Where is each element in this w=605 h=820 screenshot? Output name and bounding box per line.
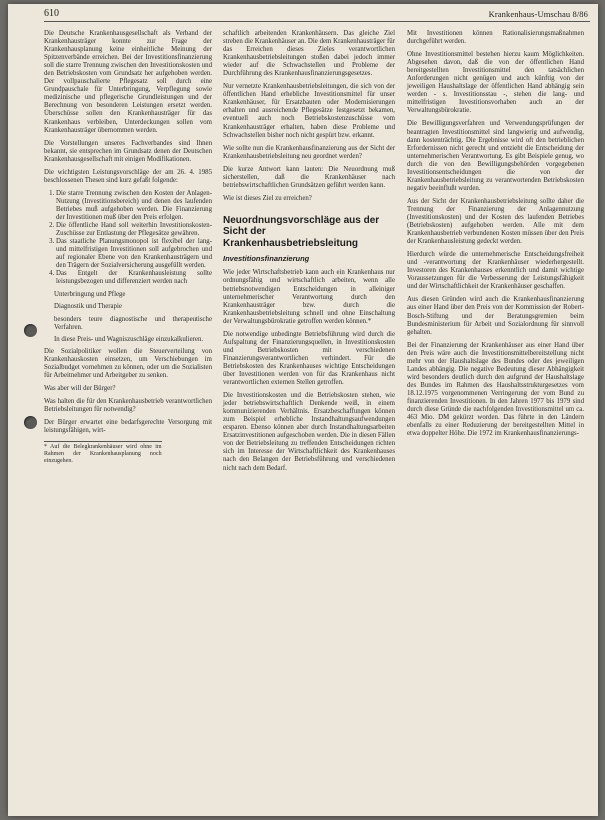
paragraph: Die wichtigsten Leistungsvorschläge der am 26. 4. 1985 beschlossenen Thesen sind kurz gefaßt folgende: — [44, 168, 212, 184]
paragraph: Die Sozialpolitiker wollen die Steuerverteilung von Krankenhauskosten einsetzen, um Verschiebungen im Sozialbudget vornehmen zu können, oder um die Sozialisten für Arbeitnehmer und Arbeitgeber zu senken. — [44, 347, 212, 379]
list-item: 2. Die öffentliche Hand soll weiterhin Investitionskosten-Zuschüsse zur Entlastung der Pflegesätze gewähren. — [56, 222, 212, 238]
paragraph: Nur vernetzte Krankenhausbetriebsleitungen, die sich von der öffentlichen Hand erhebliche Investitionsmittel für unser Krankenhäuser, für Ersatzbauten oder Modernisierungen erhalten und ausreichende Pflegesätze festgesetzt bekamen, eventuell auch noch Betriebskostenzuschüsse vom Krankenhausträger erhalten, haben diese Probleme und Schwachstellen bisher noch nicht gespürt bzw. erkannt. — [223, 83, 395, 139]
subsection-heading: Investitionsfinanzierung — [223, 254, 310, 264]
sub-item: In diese Preis- und Wagniszuschläge einzukalkulieren. — [54, 335, 204, 343]
column-3 — [407, 30, 584, 443]
paragraph: Hierdurch würde die unternehmerische Entscheidungsfreiheit und -verantwortung der Krankenhäuser wiederhergestellt. Investoren des Krankenhauses erkenntlich und damit wichtige Voraussetzungen für die Verbesserung der Leistungsfähigkeit und der Wirtschaftlichkeit der Krankenhäuser geschaffen. — [407, 251, 584, 291]
paragraph: Was halten die für den Krankenhausbetrieb verantwortlichen Betriebsleitungen für notwendig? — [44, 397, 212, 413]
list-item: 3. Das staatliche Planungsmonopol ist flexibel der lang- und mittelfristigen Investitionen soll aufgebrochen und auf regionaler Ebene von den Krankenhausträgern und den Trägern der Sozialversicherung ausgefüllt werden. — [56, 238, 212, 270]
sub-item: Unterbringung und Pflege — [54, 291, 126, 299]
paragraph: Wie jeder Wirtschaftsbetrieb kann auch ein Krankenhaus nur ordnungsfähig und wirtschaftlich arbeiten, wenn alle betriebsnotwendigen Entscheidungen in alleiniger unternehmerischer Verantwortung durch den Krankenhausträger bzw. durch die Krankenhausbetriebsleitung schnell und ohne Einschaltung der Verwaltungsbürokratie getroffen werden können.* — [223, 269, 395, 325]
footnote — [44, 441, 162, 465]
paragraph: Die Vorstellungen unseres Fachverbandes sind Ihnen bekannt, sie entsprechen im Grundsatz denen der Deutschen Krankenhausgesellschaft mit einigen Modifikationen. — [44, 139, 212, 163]
header-rule — [44, 21, 590, 22]
paragraph: Die kurze Antwort kann lauten: Die Neuordnung muß sicherstellen, daß die Krankenhäuser nach betriebswirtschaftlichen Grundsätzen geführt werden kann. — [223, 165, 395, 189]
paragraph: schaftlich arbeitenden Krankenhäusern. Das gleiche Ziel streben die Krankenhäuser an. Die dem Krankenhausträger für das Erreichen dieses Zieles verantwortlichen Krankenhausbetriebsleitungen stoßen dabei jedoch immer wieder auf die Schwachstellen und Probleme der Durchführung des Krankenhausfinanzierungsgesetzes. — [223, 30, 395, 78]
column-1 — [44, 30, 212, 465]
paragraph: Aus der Sicht der Krankenhausbetriebsleitung sollte daher die Trennung der Finanzierung der Anlagennutzung (Investitionskosten) und der Kosten des laufenden Betriebes (Betriebskosten) aufgehoben werden. Alle mit dem Krankenhausbetrieb verbundenen Kosten müssen über den Preis der Krankenhausleistung gedeckt werden. — [407, 197, 584, 246]
paragraph: Wie ist dieses Ziel zu erreichen? — [223, 194, 312, 202]
paragraph: Die notwendige unbedingte Betriebsführung wird durch die Aufspaltung der Finanzierungsquellen, in Investitionskosten und Betriebskosten mit verschiedenen Finanzierungsverantwortlichen verhindert. Für die Betriebskosten des Krankenhauses wichtige Entscheidungen über Investitionen werden von für das Krankenhaus nicht verantwortlichen externen Stellen getroffen. — [223, 330, 395, 387]
list-item: 1. Die starre Trennung zwischen den Kosten der Anlagen-Nutzung (Investitionsbereich) und denen des laufenden Betriebes muß aufgehoben werden. Die Finanzierung der Investitionen muß über den Preis erfolgen. — [56, 190, 212, 222]
paragraph: Die Bewilligungsverfahren und Verwendungsprüfungen der beantragten Investitionsmittel sind langwierig und aufwendig, dann kostenträchtig. Die Ergebnisse wird oft den betrieblichen Erfordernissen nicht gerecht und entzieht die Entscheidung der unternehmerischen Verantwortung. Es gibt Beispiele genug, wo durch die von den Bewilligungsbehörden vorgegebenen Investitionsentscheidungen die von der Krankenhausbetriebsleitung zu verantwortenden Betriebskosten negativ beeinflußt wurden. — [407, 120, 584, 192]
list-item: 4. Das Entgelt der Krankenhausleistung sollte leistungsbezogen und differenziert werden nach — [56, 270, 212, 286]
document-page — [8, 4, 598, 816]
sub-item: Diagnostik und Therapie — [54, 303, 122, 311]
paragraph: Ohne Investitionsmittel bestehen hierzu kaum Möglichkeiten. Abgesehen davon, daß die von der öffentlichen Hand bereitgestellten Investitionsmittel den tatsächlichen Anforderungen nicht genügen und auch künftig von der jeweiligen Haushaltslage der öffentlichen Hand abhängig sein werden - s. Investitionsstau -, stehen die lang- und mittelfristigen Investitionsvorhaben auch an der Verwaltungsbürokratie. — [407, 51, 584, 115]
section-heading: Neuordnungsvorschläge aus der Sicht der Krankenhausbetriebsleitung — [223, 214, 380, 249]
sub-item: besonders teure diagnostische und therapeutische Verfahren. — [54, 315, 212, 331]
footnote-text: * Auf die Belegkrankenhäuser wird ohne im Rahmen der Krankenhausplanung noch einzugehen. — [44, 444, 162, 465]
paragraph: Mit Investitionen können Rationalisierungsmaßnahmen durchgeführt werden. — [407, 30, 584, 46]
running-title: Krankenhaus-Umschau 8/86 — [488, 9, 588, 19]
paragraph: Die Deutsche Krankenhausgesellschaft als Verband der Krankenhausträger konnte zur Frage der Krankenhausplanung keine einheitliche Meinung der Spitzenverbände erreichen. Bei der Investitionsfinanzierung soll die starre Trennung zwischen den Investitionskosten und den Betriebskosten vom Grundsatz her aufgehoben werden. Der vollpauschalierte Pflegesatz soll durch eine Grundpauschale für Unterbringung, Verpflegung sowie medizinische und pflegerische Grundleistungen und der Berechnung von besonderen Leistungen ersetzt werden. Überschüsse sollen den Krankenhausträger für das Krankenhaus verbleiben, Unterdeckungen sollen vom Krankenhausträger übernommen werden. — [44, 30, 212, 134]
column-2 — [223, 30, 395, 478]
punch-hole — [24, 416, 37, 429]
paragraph: Was aber will der Bürger? — [44, 384, 116, 392]
paragraph: Die Investitionskosten und die Betriebskosten stehen, wie jeder betriebswirtschaftlich Denkende weiß, in einem kommunizierenden Verhältnis. Ersatzbeschaffungen können zum Beispiel erhebliche Instandhaltungsaufwendungen ersparen. Ebenso können aber durch Instandhaltungsarbeiten Ersatzinvestitionen aufgeschoben werden. Die in diesen Fällen von der Betriebsleitung zu treffenden Entscheidungen richten sich im Interesse der Wirtschaftlichkeit des Krankenhauses nach den Belangen der Betriebsführung und verschiedenen nicht nach dem Bedarf. — [223, 392, 395, 472]
numbered-list — [44, 190, 212, 287]
paragraph: Aus diesen Gründen wird auch die Krankenhausfinanzierung aus einer Hand über den Preis von der Kommission der Robert-Bosch-Stiftung und der Beratungsgremien beim Bundesministerium für Arbeit und Sozialordnung für sinnvoll gehalten. — [407, 296, 584, 336]
paragraph: Der Bürger erwartet eine bedarfsgerechte Versorgung mit leistungsfähigen, wirt- — [44, 418, 212, 435]
punch-hole — [24, 324, 37, 337]
paragraph: Wie sollte nun die Krankenhausfinanzierung aus der Sicht der Krankenhausbetriebsleitung neu geordnet werden? — [223, 144, 395, 160]
paragraph: Bei der Finanzierung der Krankenhäuser aus einer Hand über den Preis wäre auch die Investitionsmittelbereitstellung nicht mehr von der Haushaltslage des Bundes oder des jeweiligen Landes abhängig. Die negative Bedeutung dieser Abhängigkeit wird besonders deutlich durch den aufgrund der Haushaltslage des Bundes im Rahmen des Haushaltsstrukturgesetzes vom 18.12.1975 vorgenommenen Verringerung der vom Bund zu finanzierenden Investitionen. In den Jahren 1977 bis 1979 sind durch diese Gründe die nachfolgenden Investitionsmittel um ca. 463 Mio. DM gekürzt worden. Das führte in den Ländern ebenfalls zu einer Reduzierung der bereitgestellten Mittel in etwa doppelter Höhe. Die 1972 im Krankenhausfinanzierungs- — [407, 341, 584, 438]
page-number: 610 — [44, 8, 59, 19]
